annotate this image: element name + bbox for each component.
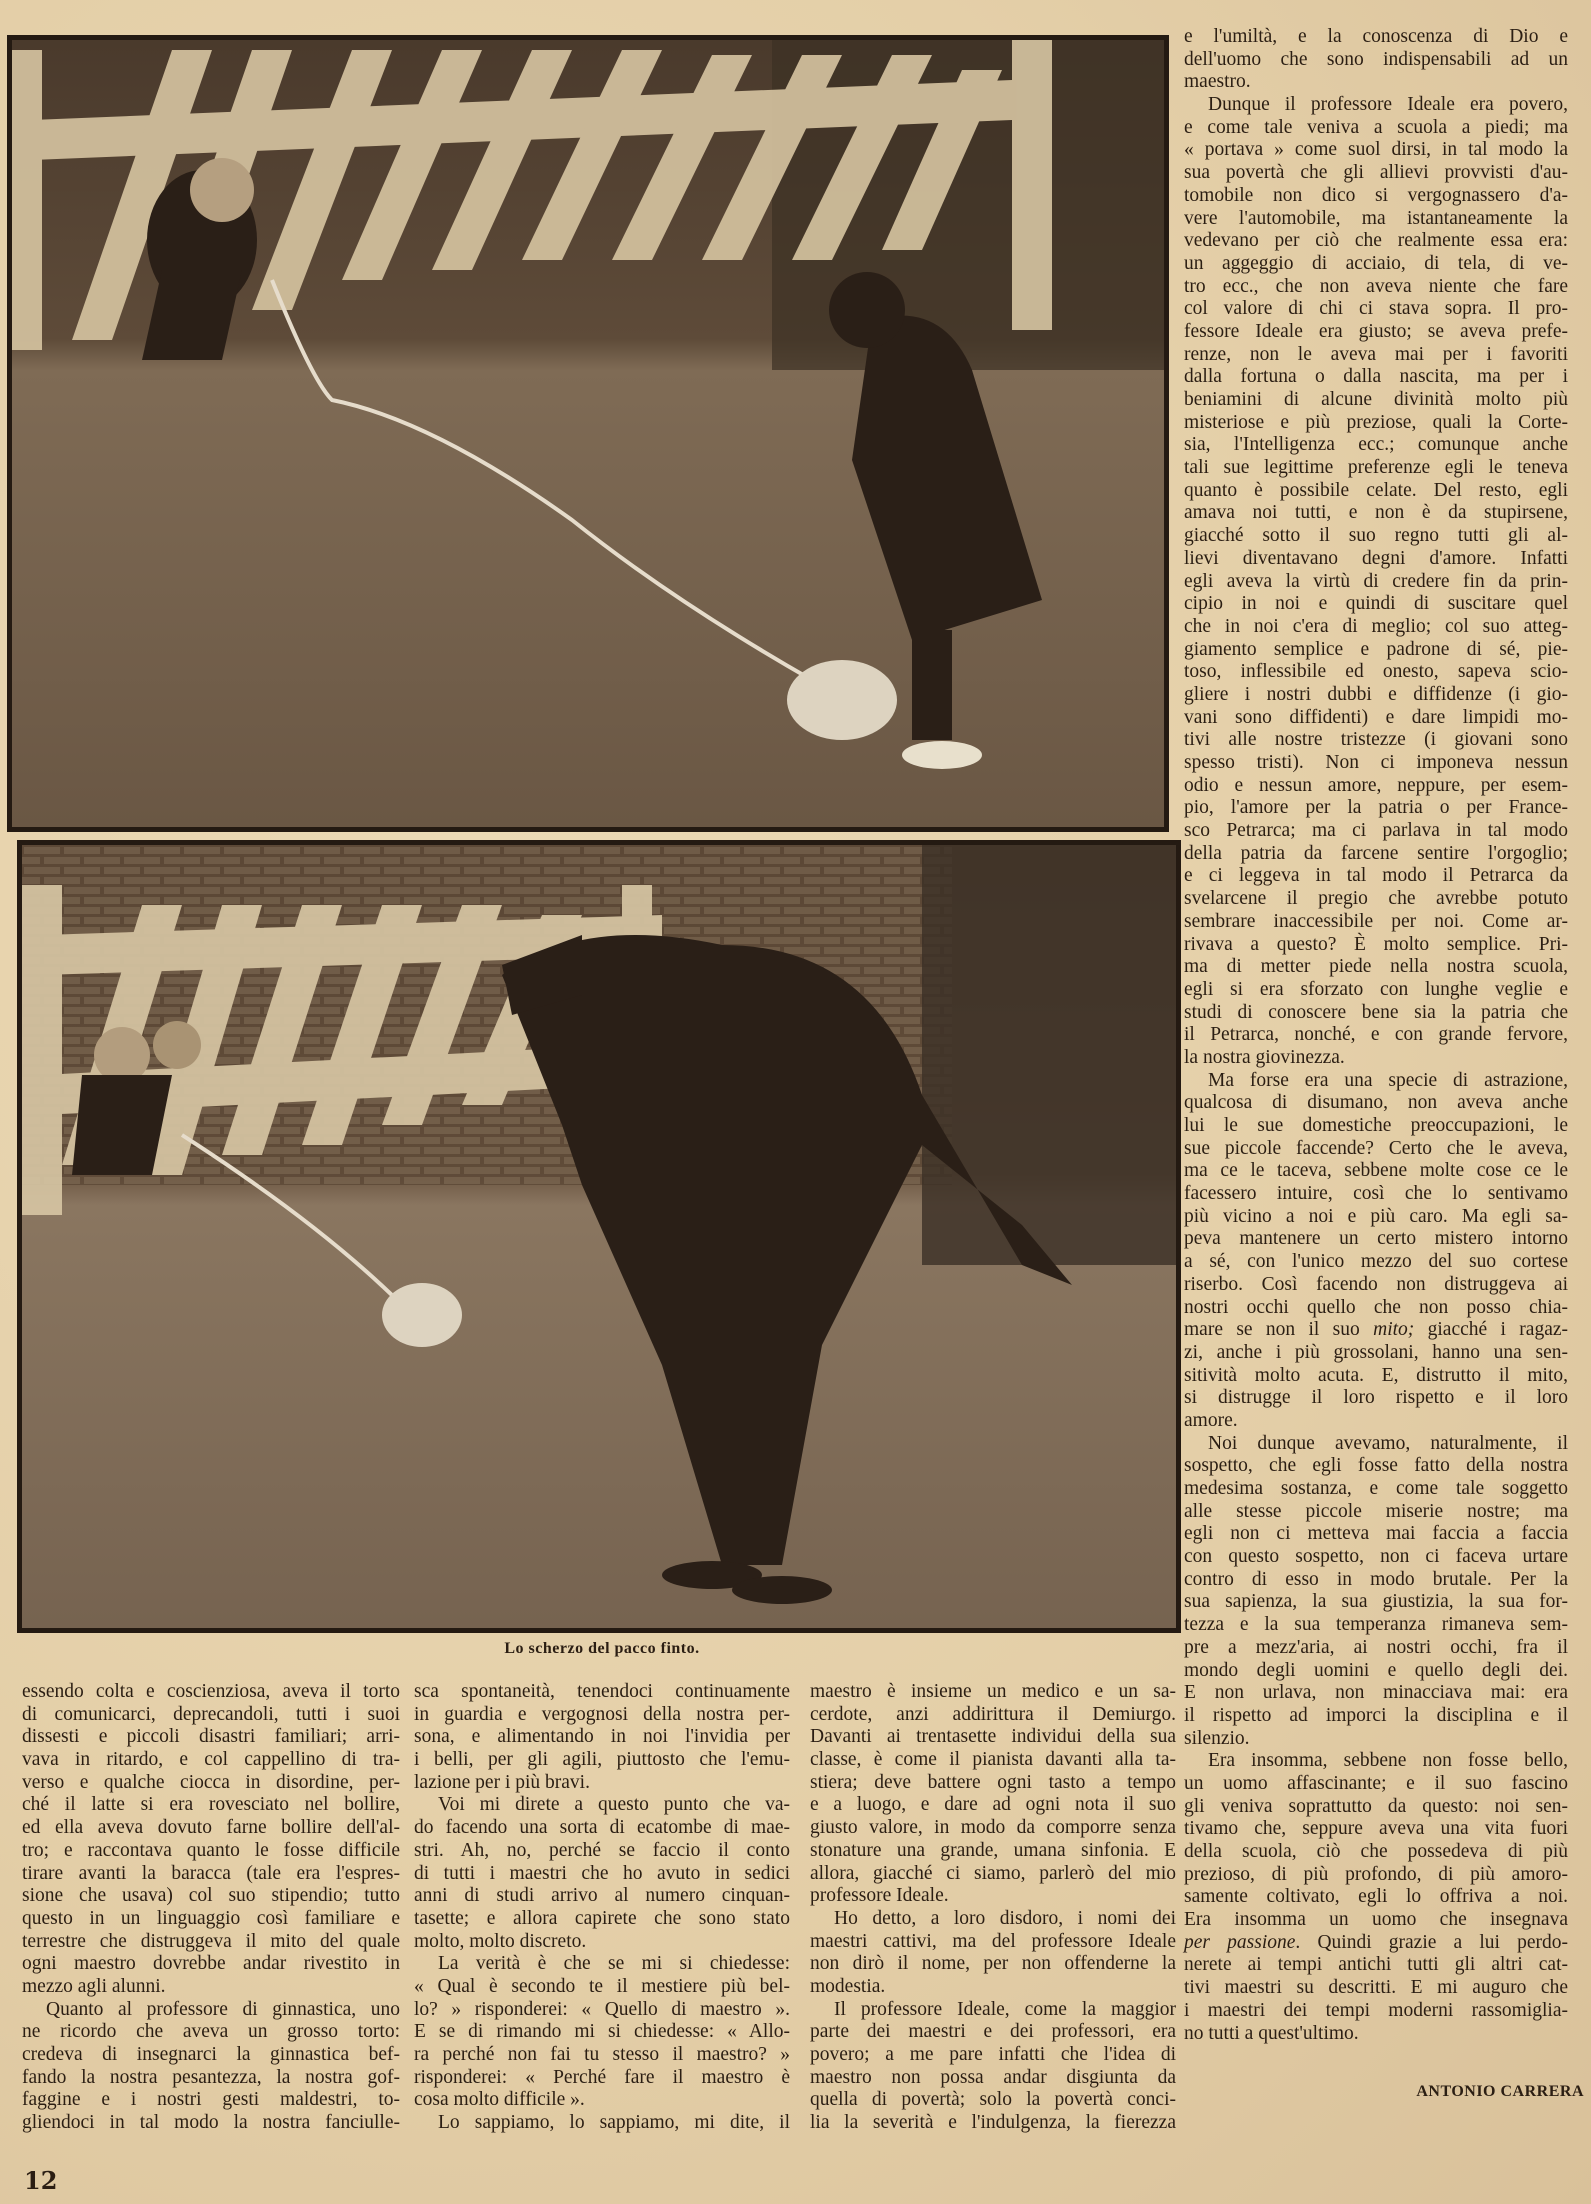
text-line: vere l'automobile, ma istantaneamente la (1184, 207, 1568, 229)
text-line: lui le sue domestiche preoccupazioni, le (1184, 1115, 1568, 1136)
text-line: sua povertà che gli allievi provvisti d'au- (1184, 162, 1568, 184)
text-line: alle stesse piccole miserie nostre; ma (1184, 1500, 1568, 1522)
text-line: tivi alle nostre tristezze (i giovani sono (1184, 729, 1568, 751)
text-line: vani sono diffidenti) e dare limpidi mo- (1184, 706, 1568, 728)
text-line: un uomo affascinante; e il suo fascino (1184, 1772, 1568, 1794)
text-line: silenzio. (1184, 1727, 1250, 1749)
paragraph (1184, 1433, 1568, 1751)
text-line (1184, 1932, 1568, 1955)
text-line: facessero intuire, così che lo sentivamo (1184, 1183, 1568, 1205)
text-line: ra perché non fai tu stesso il maestro? » (414, 2044, 790, 2065)
text-line: essendo colta e coscienziosa, aveva il torto (22, 1681, 400, 1702)
photo-man-bending-package (17, 840, 1181, 1633)
text-line: gliere i nostri dubbi e diffidenze (i gio- (1184, 683, 1568, 705)
text-line: di comunicarci, deprecandoli, tutti i suoi (22, 1703, 400, 1725)
text-line: Quanto al professore di ginnastica, uno (46, 1998, 400, 2020)
text-line: sco Petrarca; ma ci parlava in tal modo (1184, 820, 1568, 842)
text-column-bottom-2 (414, 1681, 790, 2135)
text-line: con questo sospetto, non ci faceva urtare (1184, 1546, 1568, 1568)
text-line: prezioso, di più profondo, di più amoro- (1184, 1863, 1568, 1885)
text-line: beniamini di alcune divinità molto più (1184, 389, 1568, 410)
paragraph (414, 2112, 790, 2135)
text-line: e a luogo, e dare ad ogni nota il suo (810, 1794, 1176, 1816)
text-line: riserbo. Così facendo non distruggeva ai (1184, 1273, 1568, 1295)
text-line: ne ricordo che aveva un grosso torto: (22, 2021, 400, 2043)
italic-text: per passione (1184, 1931, 1296, 1953)
text-line: amava noi tutti, e non è da stupirsene, (1184, 502, 1568, 524)
text-line: Dunque il professore Ideale era povero, (1208, 94, 1568, 116)
text-line: di tutti i maestri che ho avuto in sedici (414, 1862, 790, 1884)
text-line: lo? » risponderei: « Quello di maestro ». (414, 1998, 790, 2020)
text-line: rivava a questo? È molto semplice. Pri- (1184, 933, 1568, 955)
text-line: credeva di insegnarci la ginnastica bef- (22, 2044, 400, 2065)
text-line: sospetto, che egli fosse fatto della nostra (1184, 1455, 1568, 1477)
italic-text: mito; (1373, 1319, 1415, 1341)
text-line: i maestri dei tempi moderni rassomiglia- (1184, 1999, 1568, 2021)
text-line: molto, molto discreto. (414, 1930, 587, 1952)
text-line: vava in ritardo, e col cappellino di tra- (22, 1749, 400, 1771)
text-line: Era insomma, sebbene non fosse bello, (1208, 1750, 1568, 1772)
text-line: questo in un linguaggio così familiare e (22, 1907, 400, 1929)
text-line: medesima sostanza, e come tale soggetto (1184, 1478, 1568, 1499)
text-column-right (1184, 26, 1568, 2045)
paragraph (414, 1681, 790, 1794)
text-line: il Petrarca, nonché, e con grande fervore, (1184, 1024, 1568, 1046)
text-line: contro di esso in modo brutale. Per la (1184, 1568, 1568, 1590)
text-line: Era insomma un uomo che insegnava (1184, 1909, 1568, 1931)
photo-children-fence-prank (7, 35, 1169, 832)
photo-illustration (22, 845, 1176, 1628)
text-line: quella di povertà; solo la povertà conci- (810, 2089, 1176, 2111)
text-line: tomobile non dico si vergognassero d'a- (1184, 184, 1568, 206)
text-line: sitività molto acuta. E, distrutto il mito, (1184, 1364, 1568, 1386)
text-line: La verità è che se mi si chiedesse: (438, 1953, 790, 1975)
text-line: zi, anche i più grossolani, hanno una sen- (1184, 1341, 1568, 1363)
text-line: lazione per i più bravi. (414, 1771, 590, 1793)
text-line: Ma forse era una specie di astrazione, (1208, 1069, 1568, 1091)
text-line: tali sue legittime preferenze egli le teneva (1184, 457, 1568, 479)
text-line: egli non ci metteva mai faccia a faccia (1184, 1523, 1568, 1545)
text-line: Voi mi direte a questo punto che va- (438, 1794, 790, 1816)
text-line: Noi dunque avevamo, naturalmente, il (1208, 1432, 1568, 1454)
text-line: sua sapienza, la sua giustizia, la sua for- (1184, 1591, 1568, 1613)
text-segment: mare se non il suo (1184, 1319, 1374, 1341)
text-line: professore Ideale. (810, 1885, 949, 1907)
paragraph (810, 1681, 1176, 1908)
text-line: ché il latte si era rovesciato nel bollire, (22, 1794, 400, 1816)
text-column-bottom-1 (22, 1681, 400, 2135)
text-line: allora, giacché ci siamo, parlerò del mio (810, 1862, 1176, 1884)
text-line: non dirò il nome, per non offenderne la (810, 1953, 1176, 1975)
text-line: « Qual è secondo te il mestiere più bel- (414, 1975, 790, 1997)
text-line: dissesti e piccoli disastri familiari; arri- (22, 1726, 400, 1748)
text-line: nostri occhi quello che non posso chia- (1184, 1296, 1568, 1318)
text-line: maestro. (1184, 71, 1251, 93)
author-signature: ANTONIO CARRERA (1416, 2083, 1584, 2100)
text-line: della patria da farcene sentire l'orgoglio; (1184, 842, 1568, 864)
text-line: e ci leggeva in tal modo il Petrarca da (1184, 865, 1568, 887)
text-line: Il professore Ideale, come la maggior (834, 1998, 1176, 2020)
text-line: ed ella aveva dovuto farne bollire dell'al- (22, 1817, 400, 1839)
text-line: a sé, con l'unico mezzo del suo cortese (1184, 1251, 1568, 1273)
text-segment: . Quindi grazie a lui perdo- (1295, 1931, 1568, 1953)
text-line: sue piccole faccende? Certo che le aveva, (1184, 1137, 1568, 1159)
text-line: il rispetto ad imporci la disciplina e il (1184, 1704, 1568, 1726)
photo-illustration (12, 40, 1164, 827)
text-line: pio, l'amore per la patria o per France- (1184, 797, 1568, 819)
text-line: stiera; deve battere ogni tasto a tempo (810, 1771, 1176, 1793)
text-line: anni di studi arrivo al numero cinquan- (414, 1885, 790, 1907)
paragraph (1184, 1070, 1568, 1433)
text-line: E se di rimando mi si chiedesse: « Allo- (414, 2021, 790, 2043)
text-line: i belli, per gli agili, piuttosto che l'emu- (414, 1749, 790, 1771)
text-column-bottom-3 (810, 1681, 1176, 2135)
text-line: e come tale veniva a scuola a piedi; ma (1184, 116, 1568, 138)
text-line (1184, 1319, 1568, 1342)
text-line: tro ecc., che non aveva niente che fare (1184, 275, 1568, 297)
text-line: fessore Ideale era giusto; se aveva prefe- (1184, 320, 1568, 342)
text-line: sione che usava) col suo stipendio; tutto (22, 1885, 400, 1907)
text-line: tirare avanti la baracca (tale era l'espres- (22, 1862, 400, 1884)
text-line: Davanti ai trentasette individui della sua (810, 1726, 1176, 1748)
text-line: si distrugge il loro rispetto e il loro (1184, 1387, 1568, 1409)
text-line: che in noi c'era di meglio; col suo atteg- (1184, 615, 1568, 637)
text-line: terrestre che distruggeva il mito del quale (22, 1930, 400, 1952)
text-line: più vicino a noi e più caro. Ma egli sa- (1184, 1205, 1568, 1227)
text-line: maestro non possa andar disgiunta da (810, 2066, 1176, 2088)
text-line: giamento semplice e padrone di sé, pie- (1184, 638, 1568, 660)
text-line: gli veniva soprattutto da questo: noi sen- (1184, 1795, 1568, 1817)
text-line: odio e nessun amore, neppure, per esem- (1184, 774, 1568, 796)
text-line: samente coltivato, egli lo offriva a noi. (1184, 1886, 1568, 1908)
text-line: amore. (1184, 1409, 1238, 1431)
text-line: « portava » come suol dirsi, in tal modo la (1184, 139, 1568, 161)
paragraph (414, 1794, 790, 1953)
text-line: svelarcene il pregio che avrebbe potuto (1184, 888, 1568, 910)
text-line: dell'uomo che sono indispensabili ad un (1184, 48, 1568, 70)
text-line: stri. Ah, no, perché se faccio il conto (414, 1839, 790, 1861)
text-line: peva mantenere un certo mistero intorno (1184, 1228, 1568, 1250)
text-segment: giacché i ragaz- (1414, 1319, 1568, 1341)
text-line: dalla fortuna o dalla nascita, ma per i (1184, 366, 1568, 388)
paragraph (1184, 94, 1568, 1070)
text-line: toso, inflessibile ed onesto, sapeva scio- (1184, 661, 1568, 683)
text-line: cosa molto difficile ». (414, 2089, 585, 2111)
text-line: lievi diventavano degni d'amore. Infatti (1184, 547, 1568, 569)
text-line: maestro è insieme un medico e un sa- (810, 1681, 1176, 1702)
text-line: sembrare inaccessibile per noi. Come ar- (1184, 910, 1568, 932)
text-line: do facendo una sorta di ecatombe di mae- (414, 1817, 790, 1839)
text-line: e l'umiltà, e la conoscenza di Dio e (1184, 26, 1568, 47)
paragraph (1184, 26, 1568, 94)
text-line: mezzo agli alunni. (22, 1975, 166, 1997)
page-number: 12 (24, 2166, 58, 2195)
text-line: pre a mezz'aria, ai nostri occhi, fra il (1184, 1636, 1568, 1658)
text-line: fando la nostra pesantezza, la nostra gof- (22, 2066, 400, 2088)
text-line: egli si era sforzato con lunghe veglie e (1184, 978, 1568, 1000)
text-line: qualcosa di disumano, non aveva anche (1184, 1092, 1568, 1114)
text-line: stonature una grande, umana sinfonia. E (810, 1839, 1176, 1861)
text-line: misteriose e più preziose, quali la Corte- (1184, 411, 1568, 433)
text-line: quanto è possibile celate. Del resto, egli (1184, 479, 1568, 501)
text-line: in guardia e vergognosi della nostra per- (414, 1703, 790, 1725)
text-line: modestia. (810, 1975, 886, 1997)
paragraph (810, 1999, 1176, 2135)
text-line: faggine e i nostri gesti maldestri, to- (22, 2089, 400, 2111)
text-line: classe, è come il pianista davanti alla ta- (810, 1749, 1176, 1771)
text-line: sca spontaneità, tenendoci continuamente (414, 1681, 790, 1702)
text-line: giacché sotto il suo regno tutti gli al- (1184, 525, 1568, 547)
text-line: ma ce le taceva, sebbene molte cose ce le (1184, 1160, 1568, 1182)
text-line: no tutti a quest'ultimo. (1184, 2022, 1359, 2044)
text-line: renze, non le aveva mai per i favoriti (1184, 343, 1568, 365)
text-line: giusto valore, in modo da comporre senza (810, 1817, 1176, 1839)
text-line: sona, e alimentando in noi l'invidia per (414, 1726, 790, 1748)
text-line: ogni maestro dovrebbe andar rivestito in (22, 1953, 400, 1975)
text-line: E non urlava, non minacciava mai: era (1184, 1682, 1568, 1704)
text-line: povero; a me pare infatti che l'idea di (810, 2044, 1176, 2065)
text-line: la nostra giovinezza. (1184, 1046, 1345, 1068)
text-line: col valore di chi ci stava sopra. Il pro- (1184, 298, 1568, 320)
text-line: verso e qualche ciocca in disordine, per- (22, 1771, 400, 1793)
text-line: ma di metter piede nella nostra scuola, (1184, 956, 1568, 978)
text-line: tivi maestri su descritti. E mi auguro che (1184, 1977, 1568, 1999)
text-line: spesso tristi). Non ci imponeva nessun (1184, 752, 1568, 773)
text-line: Lo sappiamo, lo sappiamo, mi dite, il (438, 2112, 790, 2134)
text-line: risponderei: « Perché fare il maestro è (414, 2066, 790, 2088)
text-line: egli aveva la virtù di credere fin da prin- (1184, 570, 1568, 592)
text-line: nerete ai tempi antichi tutti gli altri cat- (1184, 1954, 1568, 1976)
text-line: lia la severità e l'indulgenza, la fierezza (810, 2112, 1176, 2134)
text-line: della scuola, ciò che possedeva di più (1184, 1841, 1568, 1862)
paragraph (1184, 1750, 1568, 2045)
text-line: vedevano per ciò che realmente essa era: (1184, 230, 1568, 252)
text-line: studi di conoscere bene sia la patria che (1184, 1001, 1568, 1023)
text-line: cerdote, anzi addirittura il Demiurgo. (810, 1703, 1176, 1725)
text-line: tivamo che, seppure aveva una vita fuori (1184, 1818, 1568, 1840)
text-line: gliendoci in tal modo la nostra fanciulle- (22, 2112, 400, 2134)
text-line: cipio in noi e quindi di suscitare quel (1184, 593, 1568, 615)
text-line: tasette; e allora capirete che sono stato (414, 1907, 790, 1929)
text-line: tro; e raccontava quanto le fosse difficile (22, 1839, 400, 1861)
paragraph (22, 1681, 400, 1999)
text-line: parte dei maestri e dei professori, era (810, 2021, 1176, 2043)
paragraph (810, 1908, 1176, 1999)
text-line: tezza e la sua temperanza rimaneva sem- (1184, 1614, 1568, 1636)
text-line: mondo degli uomini e quello degli dei. (1184, 1659, 1568, 1681)
text-line: Ho detto, a loro disdoro, i nomi dei (834, 1907, 1176, 1929)
text-line: maestri cattivi, ma del professore Ideale (810, 1930, 1176, 1952)
text-line: un aggeggio di acciaio, di tela, di ve- (1184, 252, 1568, 274)
text-line: sia, l'Intelligenza ecc.; comunque anche (1184, 434, 1568, 456)
paragraph (22, 1999, 400, 2135)
paragraph (414, 1953, 790, 2112)
photo-caption: Lo scherzo del pacco finto. (504, 1640, 700, 1657)
